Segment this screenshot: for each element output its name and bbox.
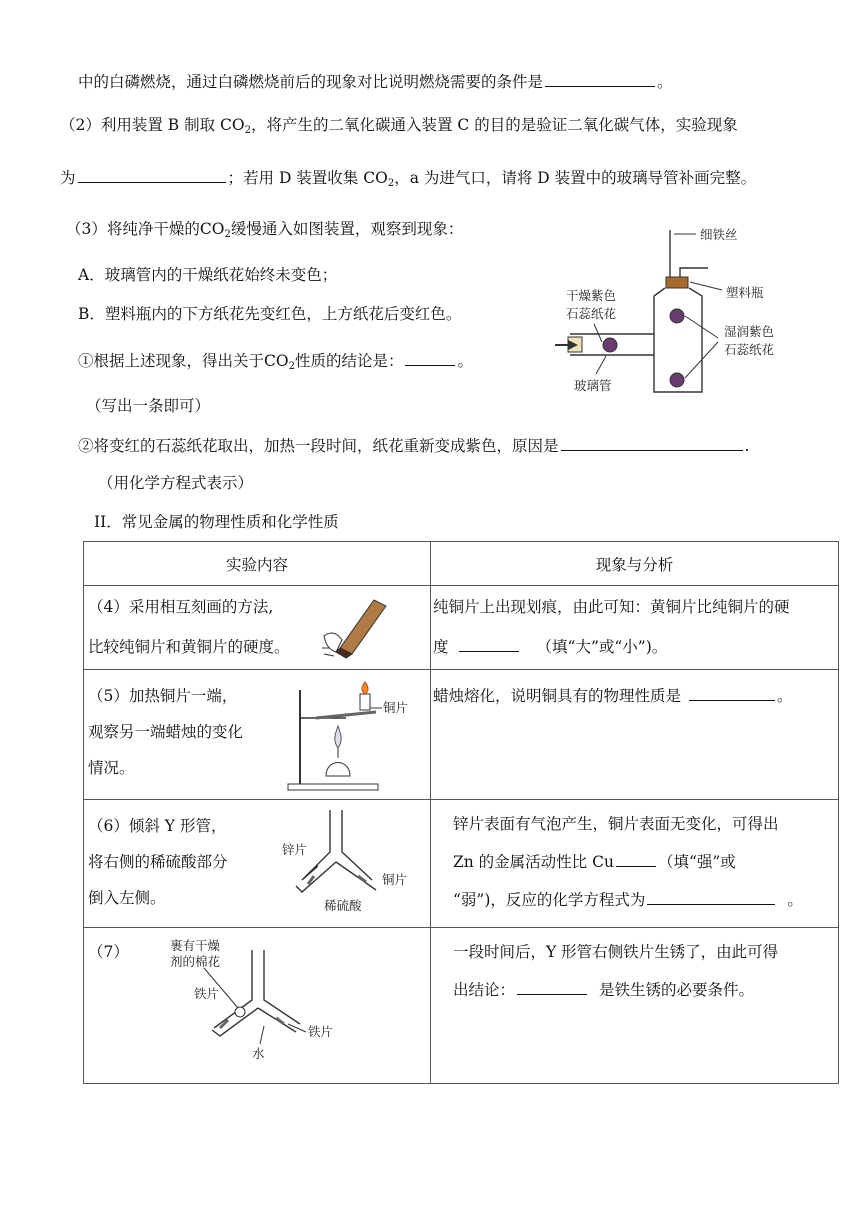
answer-blank-9[interactable] [517, 978, 587, 995]
y-tube-iron-figure [164, 936, 354, 1062]
row4-left-1: （4）采用相互刻画的方法, [88, 598, 274, 616]
y-tube-zinc-figure [280, 806, 420, 924]
sub1-text-b: 性质的结论是： [294, 352, 404, 370]
table-header-row [84, 542, 839, 586]
row7-right [431, 928, 839, 1084]
label-zinc: 锌片 [282, 842, 308, 857]
table-row-4 [84, 586, 839, 670]
row4-left-2: 比较纯铜片和黄铜片的硬度。 [88, 638, 290, 656]
q3-stem-b: 缓慢通入如图装置，观察到现象： [230, 220, 464, 238]
sub1-text: ①根据上述现象，得出关于 [78, 352, 265, 370]
row7-right-1: 一段时间后，Y 形管右侧铁片生锈了，由此可得 [453, 943, 779, 961]
q2-text-c: 为 [60, 169, 76, 187]
row4-right [431, 586, 839, 670]
row5-right-1: 蜡烛熔化，说明铜具有的物理性质是 。 [433, 678, 793, 715]
table-row-6 [84, 800, 839, 928]
intro-line-1 [78, 70, 673, 93]
sub-question-1 [78, 349, 473, 378]
answer-blank-2[interactable] [78, 166, 226, 183]
sub2-text: ②将变红的石蕊纸花取出，加热一段时间，纸花重新变成紫色，原因是 [78, 437, 559, 455]
answer-blank-6[interactable] [689, 684, 775, 701]
wet-litmus-flower-top [670, 309, 684, 323]
leader [594, 324, 602, 342]
punct: 。 [457, 352, 473, 370]
question-2-line-2 [60, 166, 756, 195]
label-dry-2: 石蕊纸花 [566, 306, 617, 321]
intro-text: 中的白磷燃烧，通过白磷燃烧前后的现象对比说明燃烧需要的条件是 [78, 73, 544, 91]
row6-left-3: 倒入左侧。 [88, 889, 166, 907]
row7-left [84, 928, 431, 1084]
experiment-table [83, 541, 839, 1084]
question-2-line-1 [60, 114, 738, 142]
leader [596, 356, 606, 374]
row5-left-2: 观察另一端蜡烛的变化 [88, 723, 244, 741]
label-cotton-1: 裹有干燥 [170, 938, 221, 953]
table-row-5 [84, 670, 839, 800]
heating-figure [286, 678, 426, 796]
label-copper: 铜片 [383, 700, 409, 715]
sub1-note: （写出一条即可） [86, 397, 211, 415]
q2-text-b: ，将产生的二氧化碳通入装置 C 的目的是验证二氧化碳气体，实验现象 [251, 116, 738, 134]
stopper [666, 277, 688, 288]
co2-formula: $CO_2$ [264, 352, 295, 372]
row4-left [84, 586, 431, 670]
label-iron-wire: 细铁丝 [700, 227, 738, 242]
label-glass-tube: 玻璃管 [574, 378, 612, 393]
co2-apparatus-figure [540, 220, 810, 400]
row6-left [84, 800, 431, 928]
row5-left [84, 670, 431, 800]
answer-blank-8[interactable] [647, 888, 775, 905]
punct: 。 [657, 73, 673, 91]
option-b: B．塑料瓶内的下方纸花先变红色，上方纸花后变红色。 [78, 305, 462, 323]
row5-right [431, 670, 839, 800]
co2-formula: $CO_2$ [199, 220, 231, 240]
label-bottle: 塑料瓶 [726, 285, 764, 300]
row6-left-1: （6）倾斜 Y 形管， [88, 817, 227, 835]
label-dry-1: 干燥紫色 [566, 288, 617, 303]
row5-left-3: 情况。 [88, 759, 135, 777]
sub-question-2 [78, 434, 749, 457]
co2-formula: $CO_2$ [363, 169, 395, 189]
row4-right-1: 纯铜片上出现划痕，由此可知：黄铜片比纯铜片的硬 [433, 598, 790, 616]
section-2-title: II．常见金属的物理性质和化学性质 [94, 513, 339, 531]
answer-blank-7[interactable] [616, 850, 656, 867]
co2-formula: $CO_2$ [220, 116, 251, 136]
row6-right [431, 800, 839, 928]
header-analysis: 现象与分析 [431, 542, 839, 586]
q2-text: （2）利用装置 B 制取 [60, 116, 216, 134]
header-content: 实验内容 [84, 542, 431, 586]
option-a: A．玻璃管内的干燥纸花始终未变色； [78, 266, 338, 284]
q3-stem-a: （3）将纯净干燥的 [66, 220, 200, 238]
label-sulfuric-acid: 稀硫酸 [324, 898, 362, 913]
label-cotton-2: 剂的棉花 [170, 954, 221, 969]
dry-litmus-flower [603, 338, 617, 352]
wet-litmus-flower-bottom [670, 373, 684, 387]
row6-left-2: 将右侧的稀硫酸部分 [88, 853, 228, 871]
row7-right-2: 出结论： 是铁生锈的必要条件。 [453, 972, 754, 1009]
label-copper-plate: 铜片 [382, 872, 408, 887]
sub2-note: （用化学方程式表示） [98, 474, 254, 492]
label-iron-right: 铁片 [308, 1024, 334, 1039]
q2-text-e: ，a 为进气口，请将 D 装置中的玻璃导管补画完整。 [394, 169, 757, 187]
answer-blank-5[interactable] [459, 635, 519, 652]
punct: . [744, 437, 750, 455]
label-wet-2: 石蕊纸花 [724, 342, 775, 357]
row5-left-1: （5）加热铜片一端， [88, 687, 238, 705]
answer-blank-1[interactable] [545, 70, 655, 87]
scratch-figure [320, 596, 390, 662]
row6-right-2: Zn 的金属活动性比 Cu （填“强”或 [453, 844, 736, 881]
answer-blank-4[interactable] [561, 434, 743, 451]
label-wet-1: 湿润紫色 [724, 324, 775, 339]
answer-blank-3[interactable] [405, 349, 455, 366]
table-row-7 [84, 928, 839, 1084]
row7-left-1: （7） [88, 943, 129, 961]
question-3-stem [66, 218, 463, 246]
label-water: 水 [252, 1046, 265, 1061]
q2-text-d: ；若用 D 装置收集 [227, 169, 359, 187]
row6-right-3: “弱”)，反应的化学方程式为 。 [453, 882, 803, 919]
leader [690, 282, 722, 290]
row6-right-1: 锌片表面有气泡产生，铜片表面无变化，可得出 [453, 815, 779, 833]
row4-right-2: 度 （填“大”或“小”)。 [433, 629, 667, 666]
label-iron-left: 铁片 [194, 986, 220, 1001]
